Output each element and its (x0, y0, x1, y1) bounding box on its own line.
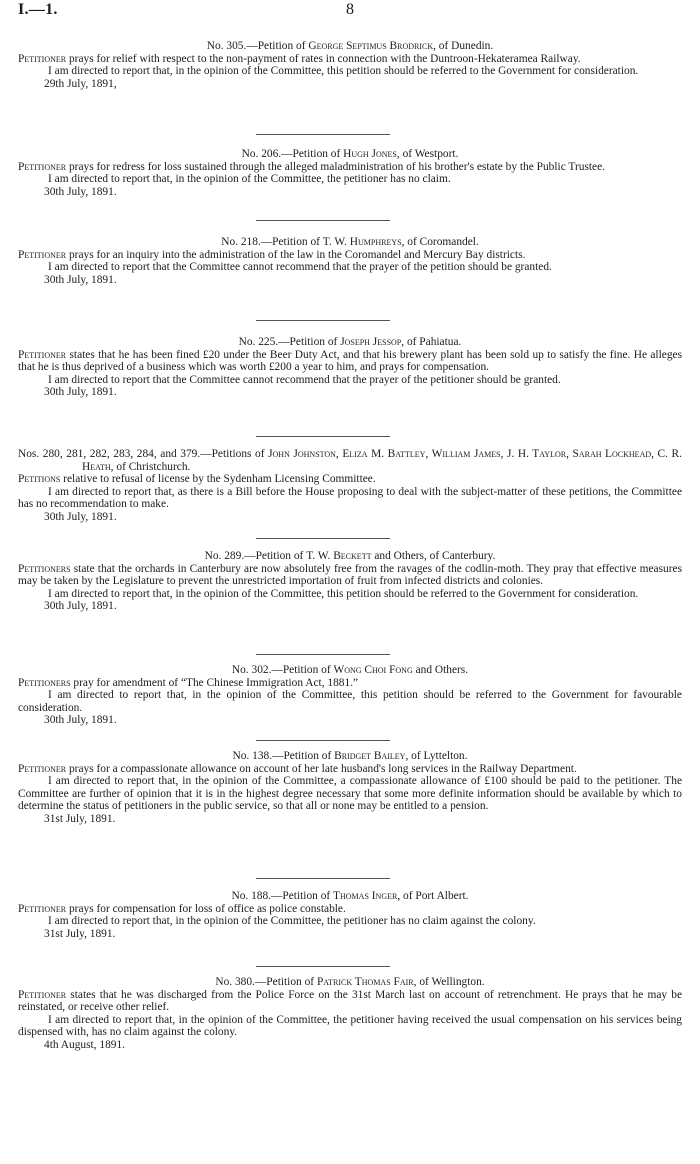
report-date: 4th August, 1891. (44, 1038, 126, 1051)
report-date: 31st July, 1891. (44, 812, 116, 825)
petitioner-name: George Septimus Brodrick (308, 40, 434, 52)
petition-prayer: Petitioner prays for relief with respect to the non-payment of rates in connection with the Duntroon-Hekateramea Railway. (18, 52, 581, 65)
petition-title: No. 380.—Petition of Patrick Thomas Fair, of Wellington. (215, 976, 485, 988)
petition-entry (18, 890, 682, 940)
committee-report: I am directed to report that, in the opinion of the Committee, a compassionate allowance of £100 should be paid to the petitioner. The Committee are further of opinion that it is in the highest degree necessary that some more definite information should be available by which to determine the status of petitioners in the public service, so that all or none may be entitled to a pension. (18, 775, 682, 812)
petition-entry (18, 148, 682, 198)
petitioner-name: T. W. Beckett (306, 550, 372, 562)
report-date: 30th July, 1891. (44, 185, 117, 198)
petition-prayer: Petitioner states that he was discharged from the Police Force on the 31st March last on account of retrenchment. He prays that he may be reinstated, or receive other relief. (18, 988, 682, 1013)
petition-title: No. 225.—Petition of Joseph Jessop, of Pahiatua. (238, 336, 462, 348)
petition-prayer: Petitioner prays for compensation for loss of office as police constable. (18, 902, 346, 915)
separator-rule (256, 538, 390, 539)
separator-rule (256, 740, 390, 741)
petitioner-name: Bridget Bailey (334, 750, 406, 762)
committee-report: I am directed to report that, in the opinion of the Committee, the petitioner has no claim. (48, 173, 451, 185)
petition-title: No. 289.—Petition of T. W. Beckett and Others, of Canterbury. (204, 550, 496, 562)
committee-report: I am directed to report that, in the opinion of the Committee, the petitioner having received the usual compensation on his services being dispensed with, has no claim against the colony. (18, 1013, 682, 1038)
report-date: 29th July, 1891, (44, 77, 117, 90)
petitioner-name: John Johnston, Eliza M. Battley, William James, J. H. Taylor, Sarah Lockhead, C. R. Heath (82, 448, 682, 473)
document-reference: I.—1. (18, 1, 58, 18)
petition-entry (18, 976, 682, 1051)
petition-prayer: Petitioner prays for an inquiry into the administration of the law in the Coromandel and Mercury Bay districts. (18, 248, 526, 261)
petition-title: No. 206.—Petition of Hugh Jones, of Westport. (241, 148, 459, 160)
committee-report: I am directed to report that, in the opinion of the Committee, this petition should be referred to the Government for consideration. (48, 65, 639, 77)
petition-title: No. 188.—Petition of Thomas Inger, of Port Albert. (231, 890, 469, 902)
report-date: 30th July, 1891. (44, 714, 117, 726)
page-number: 8 (346, 1, 354, 18)
petitioner-name: Hugh Jones (343, 148, 397, 160)
committee-report: I am directed to report that, as there is a Bill before the House proposing to deal with the subject-matter of these petitions, the Committee has no recommendation to make. (18, 485, 682, 510)
committee-report: I am directed to report that, in the opinion of the Committee, this petition should be referred to the Government for favourable consideration. (18, 689, 682, 714)
separator-rule (256, 878, 390, 879)
petition-entry (18, 448, 682, 523)
petitioner-name: Thomas Inger (333, 890, 398, 902)
petition-prayer: Petitions relative to refusal of license by the Sydenham Licensing Committee. (18, 473, 376, 485)
separator-rule (256, 134, 390, 135)
committee-report: I am directed to report that, in the opinion of the Committee, the petitioner has no claim against the colony. (48, 915, 536, 927)
petitioner-name: Patrick Thomas Fair (316, 976, 414, 988)
petition-prayer: Petitioner prays for redress for loss sustained through the alleged maladministration of his brother's estate by the Public Trustee. (18, 160, 606, 173)
petition-entry (18, 750, 682, 825)
petition-prayer: Petitioners pray for amendment of “The Chinese Immigration Act, 1881.” (18, 676, 359, 689)
petition-entry (18, 550, 682, 613)
petition-title: Nos. 280, 281, 282, 283, 284, and 379.—Petitions of John Johnston, Eliza M. Battley, William James, J. H. Taylor, Sarah Lockhead, C. R. Heath, of Christchurch. (18, 448, 682, 473)
petition-prayer: Petitioners state that the orchards in Canterbury are now absolutely free from the ravages of the codlin-moth. They pray that effective measures may be taken by the Legislature to prevent the unrestricted importation of fruit from infected districts and colonies. (18, 562, 682, 587)
petitioner-name: Wong Choi Fong (333, 664, 413, 676)
report-date: 30th July, 1891. (44, 386, 117, 398)
separator-rule (256, 966, 390, 967)
report-date: 30th July, 1891. (44, 273, 117, 286)
petitioner-name: T. W. Humphreys (322, 236, 402, 248)
petition-title: No. 302.—Petition of Wong Choi Fong and Others. (231, 664, 469, 676)
petition-entry (18, 336, 682, 399)
petition-prayer: Petitioner prays for a compassionate allowance on account of her late husband's long services in the Railway Department. (18, 762, 577, 775)
page-header (18, 1, 682, 24)
separator-rule (256, 654, 390, 655)
petition-title: No. 218.—Petition of T. W. Humphreys, of Coromandel. (221, 236, 479, 248)
petitioner-name: Joseph Jessop (340, 336, 402, 348)
petition-title: No. 305.—Petition of George Septimus Brodrick, of Dunedin. (206, 40, 494, 52)
separator-rule (256, 220, 390, 221)
report-date: 31st July, 1891. (44, 927, 116, 940)
petition-title: No. 138.—Petition of Bridget Bailey, of Lyttelton. (232, 750, 468, 762)
separator-rule (256, 320, 390, 321)
report-date: 30th July, 1891. (44, 600, 117, 612)
committee-report: I am directed to report that, in the opinion of the Committee, this petition should be referred to the Government for consideration. (48, 587, 639, 600)
petition-entry (18, 40, 682, 90)
petition-prayer: Petitioner states that he has been fined £20 under the Beer Duty Act, and that his brewery plant has been sold up to satisfy the fine. He alleges that he is thus deprived of a business which was worth £200 a year to him, and prays for compensation. (18, 348, 682, 373)
petition-entry (18, 664, 682, 727)
separator-rule (256, 436, 390, 437)
committee-report: I am directed to report that the Committee cannot recommend that the prayer of the petition should be granted. (48, 261, 552, 273)
petition-entry (18, 236, 682, 286)
committee-report: I am directed to report that the Committee cannot recommend that the prayer of the petitioner should be granted. (48, 373, 561, 386)
report-date: 30th July, 1891. (44, 510, 117, 523)
